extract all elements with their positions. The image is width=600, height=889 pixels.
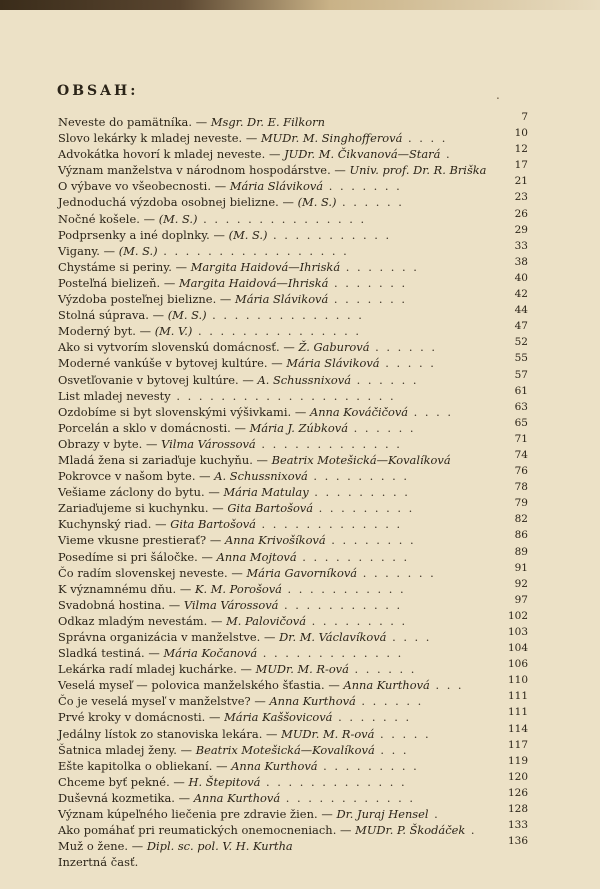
toc-entry	[58, 577, 528, 597]
toc-entry-title: Advokátka hovorí k mladej neveste. —	[58, 147, 285, 162]
toc-entry-page-number: 97	[514, 593, 528, 606]
toc-entry	[58, 271, 528, 291]
toc-entry	[58, 448, 528, 468]
toc-entry-page-number: 40	[514, 271, 528, 284]
toc-entry-title: Vieme vkusne prestierať? —	[58, 533, 225, 548]
toc-entry-title: Význam kúpeľného liečenia pre zdravie žien. —	[58, 807, 337, 822]
toc-entry-author: Beatrix Motešická—Kovalíková	[271, 452, 451, 467]
toc-entry	[58, 288, 528, 307]
toc-entry-page-number: 17	[514, 159, 528, 172]
toc-entry-leader: . . . . . . .	[323, 179, 402, 194]
toc-entry-title: List mladej nevesty	[58, 388, 171, 403]
toc-entry-title: Inzertná časť.	[58, 855, 139, 870]
toc-entry-leader: . . . . . .	[355, 694, 424, 709]
toc-entry-leader: . . . . . . . . .	[308, 485, 410, 500]
toc-entry-page-number: 114	[507, 722, 528, 735]
toc-entry-leader: . . . . . . . . . .	[296, 549, 410, 564]
toc-entry-page-number: 21	[514, 175, 528, 188]
toc-entry-leader: . . . .	[408, 404, 454, 419]
toc-entry-page-number: 7	[521, 111, 528, 123]
toc-entry-author: Gita Bartošová	[227, 501, 314, 516]
toc-entry-author: MUDr. M. R-ová	[255, 662, 349, 677]
toc-entry-author: MUDr. M. Singhofferová	[261, 131, 403, 146]
toc-entry-title: Čo radím slovenskej neveste. —	[58, 565, 247, 580]
toc-entry-page-number: 10	[514, 127, 528, 140]
toc-entry-page-number: 57	[514, 368, 528, 381]
toc-entry-leader: . . . . . . .	[332, 710, 412, 725]
toc-entry-page-number: 117	[507, 738, 528, 751]
toc-entry-title: K významnému dňu. —	[58, 581, 195, 596]
toc-entry-page-number: 29	[514, 223, 528, 236]
toc-entry	[58, 352, 528, 371]
toc-entry-title: Obrazy v byte. —	[58, 436, 162, 451]
toc-entry-author: Mária Gavorníková	[246, 565, 358, 580]
toc-entry-author: Mária Kaššovicová	[224, 710, 333, 725]
toc-entry-page-number: 133	[507, 819, 528, 832]
toc-entry-page-number: 110	[507, 674, 528, 687]
toc-entry-leader: . . . . . .	[336, 195, 404, 210]
toc-entry	[58, 835, 528, 854]
toc-entry-title: Kuchynský riad. —	[58, 517, 171, 532]
toc-entry	[58, 658, 528, 677]
toc-entry-leader: . . . . .	[374, 726, 431, 741]
toc-entry-author: Anna Kurthová	[269, 694, 356, 709]
toc-entry-author: M. Palovičová	[226, 613, 306, 628]
toc-entry	[58, 239, 528, 259]
toc-entry-leader: . . . .	[386, 630, 432, 644]
toc-entry	[58, 674, 528, 693]
toc-entry-author: Dr. Juraj Hensel	[336, 807, 429, 822]
toc-entry	[58, 722, 528, 742]
toc-entry	[58, 207, 528, 227]
toc-entry-leader: . . . . . . .	[357, 565, 436, 580]
toc-entry-leader: . . . .	[402, 131, 448, 146]
toc-entry	[58, 706, 528, 725]
toc-entry-author: Mária Sláviková	[235, 292, 329, 307]
toc-entry-title: Ako pomáhať pri reumatických onemocneniach. —	[58, 823, 356, 838]
toc-entry-page-number: 120	[507, 770, 528, 783]
toc-entry-page-number: 78	[514, 481, 528, 494]
toc-entry-title: Čo je veselá myseľ v manželstve? —	[58, 694, 270, 709]
toc-entry	[58, 175, 528, 194]
toc-entry-title: Jednoduchá výzdoba osobnej bielizne. —	[58, 195, 298, 210]
toc-entry-leader: . . . . . . . . . . . . . . . . . . . .	[170, 388, 396, 403]
toc-entry	[58, 513, 528, 532]
toc-entry-leader: . . . . . . . . . . . . .	[257, 646, 404, 661]
toc-entry-author: Anna Mojtová	[216, 549, 297, 564]
toc-entry-title: Duševná kozmetika. —	[58, 790, 194, 805]
toc-entry-author: Gita Bartošová	[170, 517, 256, 532]
toc-heading: OBSAH:	[57, 83, 139, 99]
toc-entry-leader: . . . . . . . . . . . . . . . . .	[157, 243, 349, 258]
toc-entry-author: Dr. M. Václavíková	[279, 630, 387, 644]
toc-entry-leader: . . . . . . .	[328, 275, 408, 290]
toc-entry	[58, 529, 528, 548]
toc-entry-author: Vilma Várossová	[161, 436, 256, 451]
toc-entry-title: Neveste do pamätníka. —	[58, 115, 211, 129]
toc-entry-author: Mária J. Zúbková	[249, 420, 348, 435]
toc-entry-title: Jedálny lístok zo stanoviska lekára. —	[58, 726, 282, 741]
toc-entry-author: K. M. Porošová	[194, 581, 282, 596]
toc-entry-leader: .	[428, 807, 440, 822]
toc-entry	[58, 561, 528, 581]
toc-entry-leader: . . . . . . . . . . . . . . .	[197, 211, 367, 226]
toc-entry	[58, 545, 528, 565]
toc-entry-page-number: 111	[507, 706, 528, 719]
toc-entry-author: Beatrix Motešická—Kovalíková	[195, 742, 375, 757]
toc-entry-page-number: 111	[507, 690, 528, 703]
toc-entry-leader: . . .	[429, 678, 464, 693]
toc-entry-page-number: 52	[514, 336, 528, 349]
toc-entry	[58, 143, 528, 162]
toc-entry-author: Margita Haidová—Ihriská	[190, 259, 341, 274]
toc-entry	[58, 626, 528, 645]
toc-entry-title: Výzdoba posteľnej bielizne. —	[58, 292, 236, 307]
toc-entry-title: O výbave vo všeobecnosti. —	[58, 179, 230, 194]
toc-entry-author: Msgr. Dr. E. Filkorn	[210, 115, 325, 129]
toc-entry-author: Mária Kočanová	[163, 646, 258, 661]
toc-entry-page-number: 63	[514, 400, 528, 413]
toc-entry-leader: . . . . . . . . .	[306, 613, 408, 628]
toc-entry-author: (M. S.)	[118, 243, 158, 258]
toc-entry-leader: . . . . . . . . . . . . .	[260, 774, 407, 789]
toc-entry-page-number: 126	[507, 786, 528, 799]
toc-entry-leader: . . . . . . . . . . . .	[280, 790, 416, 805]
toc-entry-page-number: 119	[507, 754, 528, 767]
toc-entry-author: Anna Kováčičová	[309, 404, 409, 419]
toc-entry	[58, 609, 528, 629]
toc-entry-leader: .	[465, 823, 477, 838]
toc-entry	[58, 738, 528, 758]
toc-entry-author: MUDr. M. R-ová	[281, 726, 375, 741]
toc-entry-leader: . . . . . .	[348, 420, 416, 435]
toc-entry-page-number: 74	[514, 448, 528, 461]
toc-entry-leader: . . . . . . . . .	[307, 469, 409, 484]
toc-entry-author: A. Schussnixová	[257, 372, 351, 387]
toc-entry	[58, 223, 528, 243]
toc-entry-page-number: 47	[514, 320, 528, 333]
toc-entry-author: Anna Kurthová	[193, 790, 281, 805]
toc-entry-page-number: 106	[507, 658, 528, 671]
stray-dot: .	[496, 88, 500, 102]
toc-entry-page-number: 79	[514, 497, 528, 510]
toc-entry-author: JUDr. M. Čikvanová—Stará	[284, 147, 441, 162]
toc-entry-title: Svadobná hostina. —	[58, 597, 184, 612]
toc-entry	[58, 191, 528, 210]
toc-entry-title: Stolná súprava. —	[58, 308, 168, 323]
toc-entry-leader: . . . . . .	[348, 662, 417, 677]
toc-entry-author: MUDr. P. Škodáček	[355, 823, 466, 838]
toc-entry-page-number: 76	[514, 465, 528, 478]
toc-entry	[58, 320, 528, 339]
toc-entry-page-number: 136	[507, 835, 528, 848]
toc-entry-page-number: 103	[507, 626, 528, 638]
toc-entry-title: Moderné vankúše v bytovej kultúre. —	[58, 356, 287, 371]
toc-entry-title: Posedíme si pri šáločke. —	[58, 549, 217, 564]
toc-entry	[58, 803, 528, 822]
toc-entry-author: Univ. prof. Dr. R. Briška	[349, 163, 487, 178]
table-of-contents	[58, 111, 528, 870]
toc-entry-title: Správna organizácia v manželstve. —	[58, 630, 280, 644]
toc-entry-page-number: 104	[507, 642, 528, 655]
toc-entry-title: Porcelán a sklo v domácnosti. —	[58, 420, 250, 435]
toc-entry-page-number: 61	[514, 384, 528, 397]
toc-entry-page-number: 42	[514, 288, 528, 301]
toc-entry-title: Nočné košele. —	[58, 211, 159, 226]
toc-entry-leader: . . . . . . . . . . .	[281, 581, 406, 596]
toc-entry	[58, 497, 528, 516]
toc-entry-title: Lekárka radí mladej kuchárke. —	[58, 662, 256, 677]
toc-entry-leader: . . . . . . .	[340, 259, 419, 274]
toc-entry-author: Mária Sláviková	[229, 179, 324, 194]
toc-entry-leader: . . . . . . . .	[325, 533, 416, 548]
toc-entry	[58, 465, 528, 484]
toc-entry-leader: . . . . .	[379, 356, 436, 371]
toc-entry-title: Moderný byt. —	[58, 324, 155, 339]
toc-entry	[58, 127, 528, 146]
toc-entry	[58, 336, 528, 355]
toc-entry-title: Chceme byť pekné. —	[58, 774, 189, 789]
toc-entry-page-number: 38	[514, 255, 528, 268]
toc-entry-leader: . . . . . .	[369, 340, 437, 355]
toc-entry	[58, 690, 528, 709]
toc-entry-title: Ozdobíme si byt slovenskými výšivkami. —	[58, 404, 310, 419]
toc-entry	[58, 416, 528, 436]
toc-entry-title: Slovo lekárky k mladej neveste. —	[58, 131, 262, 146]
toc-entry-page-number: 33	[514, 239, 528, 252]
toc-entry-leader: . . . . . . . . . . . . . . .	[192, 324, 361, 339]
toc-entry-leader: . . . . . .	[351, 372, 419, 387]
toc-entry-page-number: 89	[514, 545, 528, 558]
toc-entry-author: Margita Haidová—Ihriská	[178, 275, 329, 290]
toc-entry-author: Anna Kurthová	[231, 758, 318, 773]
toc-entry-leader: . . . . . . .	[328, 292, 407, 307]
toc-entry-author: Vilma Várossová	[183, 597, 279, 612]
toc-entry	[58, 854, 518, 870]
toc-entry-title: Mladá žena si zariaďuje kuchyňu. —	[58, 452, 272, 467]
page-top-edge	[0, 0, 600, 10]
toc-entry-author: (M. V.)	[154, 324, 193, 339]
toc-entry	[58, 255, 528, 275]
toc-entry	[58, 111, 528, 130]
toc-entry-title: Posteľná bielizeň. —	[58, 275, 179, 290]
toc-entry	[58, 642, 528, 661]
toc-entry-author: (M. S.)	[297, 195, 337, 210]
toc-entry-author: (M. S.)	[158, 211, 198, 226]
toc-entry-title: Veselá myseľ — polovica manželského šťastia. —	[58, 678, 344, 693]
toc-entry-leader: . . . . . . . . .	[313, 501, 415, 516]
toc-entry-title: Muž o žene. —	[58, 839, 147, 854]
toc-entry-leader: . . . . . . . . . . . . .	[255, 517, 403, 532]
toc-entry	[58, 304, 528, 323]
toc-entry-title: Odkaz mladým nevestám. —	[58, 613, 227, 628]
toc-entry-title: Prvé kroky v domácnosti. —	[58, 710, 225, 725]
toc-entry	[58, 819, 528, 838]
toc-entry-author: H. Štepitová	[188, 774, 261, 789]
toc-entry-leader: . . . . . . . . . . . . .	[255, 436, 402, 451]
toc-entry-title: Pokrovce v našom byte. —	[58, 469, 215, 484]
toc-entry-title: Význam manželstva v národnom hospodárstve. —	[58, 163, 350, 178]
toc-entry-author: Mária Sláviková	[286, 356, 380, 371]
toc-entry-page-number: 102	[507, 609, 528, 622]
toc-entry-page-number: 44	[514, 304, 528, 317]
toc-entry-title: Zariaďujeme si kuchynku. —	[58, 501, 228, 516]
toc-entry-title: Vešiame záclony do bytu. —	[58, 485, 224, 500]
toc-entry-author: A. Schussnixová	[214, 469, 308, 484]
toc-entry-page-number: 86	[514, 529, 528, 542]
toc-entry-title: Ako si vytvorím slovenskú domácnosť. —	[58, 340, 299, 355]
toc-entry-page-number: 91	[514, 561, 528, 574]
toc-entry-leader: . . . . . . . . . . .	[267, 227, 392, 242]
toc-entry-leader: . . .	[374, 742, 409, 757]
toc-entry-author: Mária Matulay	[223, 485, 309, 500]
toc-entry	[58, 481, 528, 500]
toc-entry	[58, 770, 528, 790]
toc-entry-page-number: 92	[514, 577, 528, 590]
toc-entry-page-number: 82	[514, 513, 528, 526]
toc-entry-page-number: 26	[514, 207, 528, 220]
toc-entry-leader: .	[440, 147, 452, 162]
toc-entry-author: Dipl. sc. pol. V. H. Kurtha	[146, 839, 293, 854]
toc-entry-page-number: 71	[514, 432, 528, 445]
toc-entry-leader: . . . . . . . . .	[317, 758, 419, 773]
toc-entry-author: (M. S.)	[228, 227, 268, 242]
toc-entry	[58, 384, 528, 404]
toc-entry-page-number: 23	[514, 191, 528, 204]
toc-entry-author: Anna Kurthová	[343, 678, 430, 693]
toc-entry	[58, 593, 528, 613]
toc-entry	[58, 754, 528, 774]
toc-entry-title: Osvetľovanie v bytovej kultúre. —	[58, 372, 258, 387]
toc-entry-author: Ž. Gaburová	[298, 340, 370, 355]
toc-entry-leader: . . . . . . . . . . . . . .	[206, 308, 364, 323]
toc-entry-author: Anna Krivošíková	[224, 533, 326, 548]
toc-entry-title: Vigany. —	[58, 243, 119, 258]
toc-entry-page-number: 65	[514, 416, 528, 429]
toc-entry-title: Podprsenky a iné doplnky. —	[58, 227, 229, 242]
toc-entry-page-number: 55	[514, 352, 528, 365]
toc-entry	[58, 368, 528, 388]
toc-entry	[58, 786, 528, 806]
toc-entry	[58, 159, 528, 178]
toc-entry-title: Šatnica mladej ženy. —	[58, 742, 196, 757]
toc-entry-title: Sladká testiná. —	[58, 646, 164, 661]
toc-entry-leader: . . . . . . . . . . .	[278, 597, 403, 612]
toc-entry-page-number: 12	[514, 143, 528, 156]
toc-entry	[58, 400, 528, 420]
toc-entry	[58, 432, 528, 452]
toc-entry-author: (M. S.)	[167, 308, 207, 323]
toc-entry-title: Chystáme si periny. —	[58, 259, 191, 274]
toc-entry-title: Ešte kapitolka o obliekaní. —	[58, 758, 232, 773]
toc-entry-page-number: 128	[507, 803, 528, 816]
